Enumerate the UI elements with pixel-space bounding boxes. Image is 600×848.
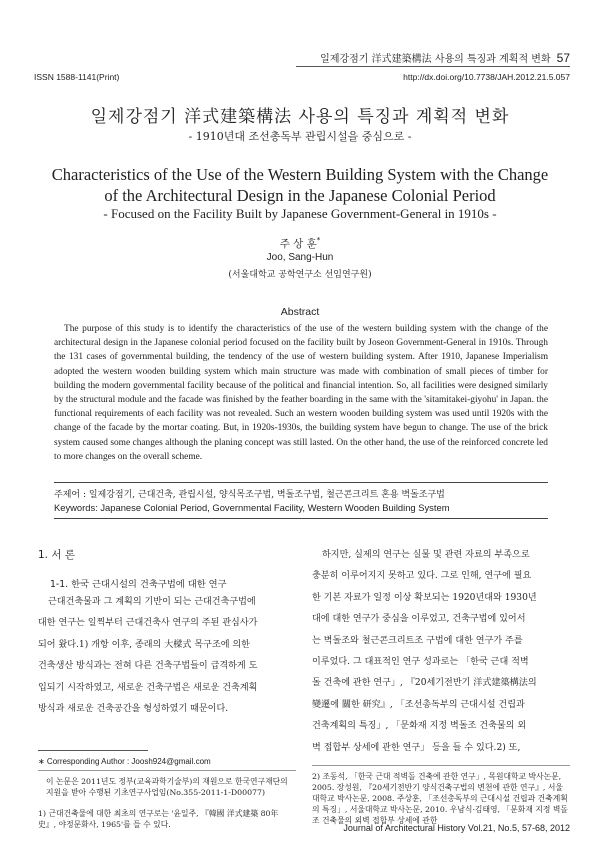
body-line: 건축계획의 특징」, 「문화재 지정 벽돌조 건축물의 외 — [312, 721, 527, 732]
footnote-rule-right — [312, 765, 570, 766]
journal-footer: Journal of Architectural History Vol.21, No.5, 57-68, 2012 — [343, 823, 570, 833]
body-line: 이루었다. 그 대표적인 연구 성과로는 「한국 근대 적벽 — [312, 657, 529, 668]
header-rule — [296, 66, 570, 67]
subtitle-english: - Focused on the Facility Built by Japanese Government-General in 1910s - — [103, 206, 497, 221]
running-head — [300, 50, 570, 65]
keywords-bottom-rule — [54, 518, 548, 519]
author-korean — [0, 236, 600, 251]
issn: ISSN 1588-1141(Print) — [34, 72, 120, 82]
footnote-1: 1) 근대건축물에 대한 최초의 연구로는 '윤일주, 『韓國 洋式建築 80年史』, 야정문화사, 1965'를 들 수 있다. — [38, 809, 279, 829]
running-head-title: 일제강점기 洋式建築構法 사용의 특징과 계획적 변화 — [320, 54, 551, 65]
footnote-rule — [38, 750, 148, 751]
body-line: 벽 접합부 상세에 관한 연구」 등을 들 수 있다.2) 또, — [312, 742, 521, 753]
author-korean-name: 주 상 훈 — [279, 238, 317, 250]
body-line: 하지만, 실제의 연구는 실물 및 관련 자료의 부족으로 — [322, 550, 530, 560]
abstract-text: The purpose of this study is to identify the characteristics of the use of the western building system with the change of the architectural design in the Japanese colonial period focused on the facility built by Joseon Government-General in 1910s. Through the 131 cases of governmental building, the tendency of the use of western building system. After 1910, Japanese Imperialism adopted the western wooden building system which main structure was made with combination of small pieces of timber for building the modern governmental facility because of the political and financial intention. So, all facilities were designed similarly by the structural module and the facade was finished by the feather boarding in the same with the 'sitamitakei-giyohu' in Japan. the functional requirements of each facility was not revealed. Such an western wooden building system was used until 1920s with the change of the facade by the mortar coating. But, in 1920s-1930s, the building system have begun to change. The use of the brick system caused some changes although the planing concept was still lasted. On the other hand, the use of the reinforced concrete led to more changes on the overall scheme. — [54, 324, 548, 462]
body-line: 대한 연구는 일찍부터 근대건축사 연구의 주된 관심사가 — [38, 618, 258, 629]
footnote-divider — [38, 770, 296, 771]
body-line: 방식과 새로운 건축공간을 형성하였기 때문이다. — [38, 704, 229, 715]
keywords-korean: 주제어 : 일제강점기, 근대건축, 관립시설, 양식목조구법, 벽돌조구법, 철근콘크리트 혼용 벽돌조구법 — [54, 490, 445, 500]
body-line: 變遷에 關한 研究』, 「조선총독부의 근대시설 건립과 — [312, 699, 525, 710]
author-english: Joo, Sang-Hun — [266, 252, 334, 263]
body-line: 충분히 이루어지지 못하고 있다. 그로 인해, 연구에 필요 — [312, 571, 532, 582]
title-korean: 일제강점기 洋式建築構法 사용의 특징과 계획적 변화 — [90, 107, 510, 127]
title-english-line2: of the Architectural Design in the Japanese Colonial Period — [104, 186, 496, 205]
abstract-heading: Abstract — [280, 306, 320, 318]
body-line: 는 벽돌조와 철근콘크리트조 구법에 대한 연구가 주를 — [312, 635, 523, 646]
keywords-top-rule — [54, 482, 548, 483]
footnote-2: 2) 조동석, 「한국 근대 적벽돌 건축에 관한 연구」, 목원대학교 박사논문, 2005. 장성원, 『20세기전반기 양식건축구법의 변천에 관한 연구』, 서울대학교 박사논문, 2008. 주상훈, 「조선총독부의 근대시설 건립과 건축계획의 특징」, 서울대학교 박사논문, 2010. 우남식·김태영, 「문화재 지정 벽돌조 건축물의 외벽 접합부 상세에 관한 — [312, 772, 568, 825]
funding-note: 이 논문은 2011년도 정부(교육과학기술부)의 재원으로 한국연구재단의 지원을 받아 수행된 기초연구사업임(No.355-2011-1-D00077) — [46, 777, 288, 797]
body-line: 건축생산 방식과는 전혀 다른 건축구법들이 급격하게 도 — [38, 661, 258, 672]
body-line: 근대건축물과 그 계획의 기반이 되는 근대건축구법에 — [48, 597, 256, 607]
right-column-body — [312, 545, 570, 759]
affiliation: (서울대학교 공학연구소 선임연구원) — [228, 270, 372, 280]
doi-link[interactable]: http://dx.doi.org/10.7738/JAH.2012.21.5.057 — [403, 72, 570, 82]
author-mark: * — [316, 236, 321, 245]
body-line: 대에 대한 연구가 중심을 이루었고, 건축구법에 있어서 — [312, 614, 526, 625]
section-heading: 1. 서 론 — [38, 549, 75, 561]
body-line: 돌 건축에 관한 연구」, 『20세기전반기 洋式建築構法의 — [312, 678, 537, 689]
body-line: 입되기 시작하였고, 새로운 건축구법은 새로운 건축계획 — [38, 682, 258, 693]
title-english-line1: Characteristics of the Use of the Western Building System with the Change — [51, 165, 549, 184]
body-line: 되어 왔다.1) 개항 이후, 종래의 大樑式 목구조에 의한 — [38, 639, 250, 650]
page-number: 57 — [556, 51, 570, 65]
keywords-english: Keywords: Japanese Colonial Period, Governmental Facility, Western Wooden Building System — [54, 502, 450, 513]
corresponding-author-note: ∗ Corresponding Author : Joosh924@gmail.com — [38, 757, 211, 766]
body-line: 한 기본 자료가 일정 이상 확보되는 1920년대와 1930년 — [312, 592, 537, 603]
subtitle-korean: - 1910년대 조선총독부 관립시설을 중심으로 - — [188, 130, 412, 143]
left-column-body — [38, 592, 296, 720]
subsection-heading: 1-1. 한국 근대시설의 건축구법에 대한 연구 — [50, 579, 227, 590]
